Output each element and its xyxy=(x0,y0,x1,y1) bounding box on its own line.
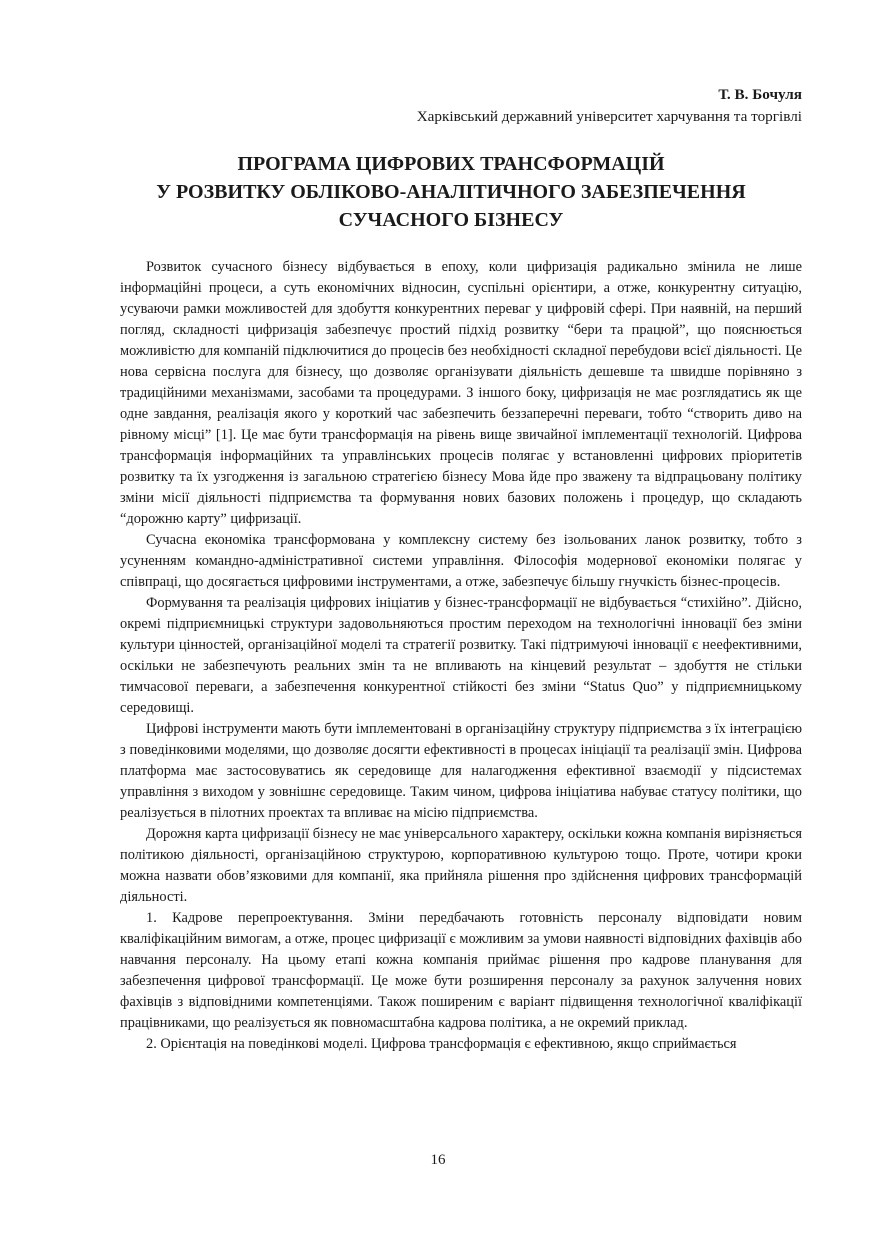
author-block xyxy=(120,84,802,128)
author-affiliation: Харківський державний університет харчування та торгівлі xyxy=(416,108,802,125)
paragraph: Сучасна економіка трансформована у комплексну систему без ізольованих ланок розвитку, тобто з усуненням командно-адміністративної системи управління. Філософія модернової економіки полягає у співпраці, що досягається цифровими інструментами, а отже, забезпечує більшу гнучкість бізнес-процесів. xyxy=(120,532,802,590)
title-line: У РОЗВИТКУ ОБЛІКОВО-АНАЛІТИЧНОГО ЗАБЕЗПЕЧЕННЯ xyxy=(156,181,746,203)
page-number: 16 xyxy=(430,1152,446,1168)
paragraph: 2. Орієнтація на поведінкові моделі. Цифрова трансформація є ефективною, якщо сприймається xyxy=(146,1036,737,1052)
title-line: ПРОГРАМА ЦИФРОВИХ ТРАНСФОРМАЦІЙ xyxy=(237,153,665,175)
author-name: Т. В. Бочуля xyxy=(718,86,802,103)
title-line: СУЧАСНОГО БІЗНЕСУ xyxy=(338,209,564,231)
paragraph: Цифрові інструменти мають бути імплементовані в організаційну структуру підприємства з їх інтеграцією з поведінковими моделями, що дозволяє досягти ефективності в процесах ініціації та реалізації змін. Цифрова платформа має застосовуватись як середовище для налагодження ефективної взаємодії у підсистемах управління з виходом у зовнішнє середовище. Таким чином, цифрова ініціатива набуває статусу політики, що реалізується в пілотних проектах та впливає на місію підприємства. xyxy=(120,721,802,821)
paragraph: Дорожня карта цифризації бізнесу не має універсального характеру, оскільки кожна компанія вирізняється політикою діяльності, організаційною структурою, корпоративною культурою тощо. Проте, чотири кроки можна назвати обов’язковими для компанії, яка прийняла рішення про здійснення цифрових трансформацій діяльності. xyxy=(120,826,802,905)
article-body xyxy=(120,257,802,1055)
article-title xyxy=(100,150,802,234)
paragraph: Формування та реалізація цифрових ініціатив у бізнес-трансформації не відбувається “стихійно”. Дійсно, окремі підприємницькі структури задовольняються простим переходом на технологічні інновації без зміни культури цінностей, організаційної моделі та стратегії розвитку. Такі підтримуючі інновації є неефективними, оскільки не забезпечують реальних змін та не впливають на кінцевий результат – здобуття не стільки тимчасової переваги, а забезпечення конкурентної стійкості без зміни “Status Quo” у підприємницькому середовищі. xyxy=(120,595,802,716)
paragraph: 1. Кадрове перепроектування. Зміни передбачають готовність персоналу відповідати новим кваліфікаційним вимогам, а отже, процес цифризації є можливим за умови наявності відповідних фахівців або навчання персоналу. На цьому етапі кожна компанія приймає рішення про кадрове планування для забезпечення цифрової трансформації. Це може бути розширення персоналу за рахунок залучення нових фахівців з відповідними компетенціями. Також поширеним є варіант підвищення технологічної кваліфікації працівниками, що реалізується як повномасштабна кадрова політика, а не окремий приклад. xyxy=(120,910,802,1031)
paragraph: Розвиток сучасного бізнесу відбувається в епоху, коли цифризація радикально змінила не лише інформаційні процеси, а суть економічних відносин, суспільні орієнтири, а отже, конкурентну ситуацію, усуваючи рамки можливостей для здобуття конкурентних переваг у цифровій сфері. При наявній, на перший погляд, складності цифризація забезпечує простий підхід розвитку “бери та працюй”, що пояснюється можливістю для компаній підключитися до процесів без необхідності складної перебудови всієї діяльності. Це нова сервісна послуга для бізнесу, що дозволяє організувати діяльність дешевше та швидше порівняно з традиційними механізмами, засобами та процедурами. З іншого боку, цифризація не має розглядатись як ще одне завдання, реалізація якого у короткий час забезпечить беззаперечні переваги, тобто “створить диво на рівному місці” [1]. Це має бути трансформація на рівень вище звичайної імплементації технологій. Цифрова трансформація інформаційних та управлінських процесів полягає у встановленні цифрових пріоритетів розвитку та їх узгодження із загальною стратегією бізнесу Мова йде про зважену та відпрацьовану політику зміни місії діяльності підприємства та формування нових базових положень і процедур, що складають “дорожню карту” цифризації. xyxy=(120,259,802,527)
